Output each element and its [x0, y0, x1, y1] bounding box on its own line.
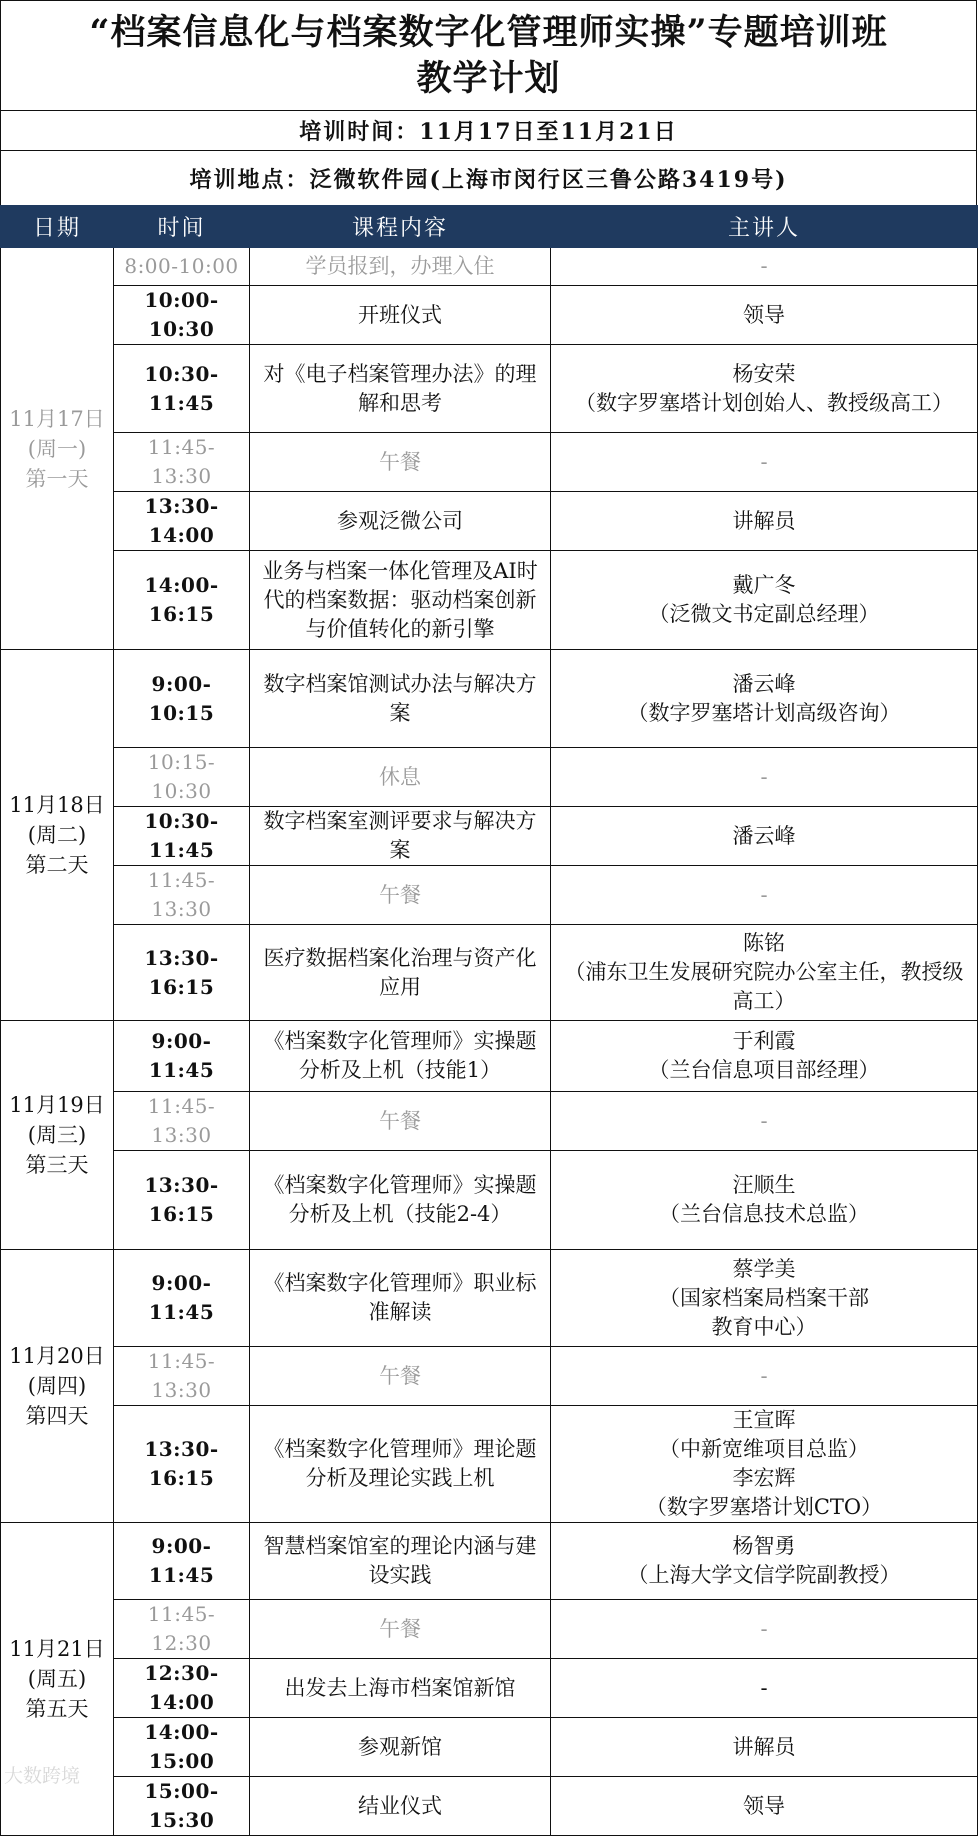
course-cell: 出发去上海市档案馆新馆 [250, 1659, 551, 1718]
speaker-cell [551, 1523, 978, 1600]
course-cell: 休息 [250, 748, 551, 807]
speaker-line: - [760, 882, 768, 907]
speaker-line: 讲解员 [732, 1734, 796, 1759]
speaker-cell [551, 1777, 978, 1836]
table-row [1, 286, 978, 345]
table-row [1, 1151, 978, 1250]
table-row [1, 492, 978, 551]
schedule-table [0, 205, 978, 1836]
watermark: 大数跨境 [4, 1765, 81, 1787]
speaker-line: 潘云峰 [732, 823, 796, 848]
course-cell: 数字档案室测评要求与解决方案 [250, 807, 551, 866]
speaker-cell [551, 650, 978, 748]
day-date: 11月21日 [9, 1637, 105, 1661]
day-label: 第三天 [25, 1153, 89, 1177]
course-cell: 业务与档案一体化管理及AI时代的档案数据：驱动档案创新与价值转化的新引擎 [250, 551, 551, 650]
time-cell: 13:30-16:15 [114, 925, 250, 1021]
speaker-cell [551, 1347, 978, 1406]
speaker-line: 李宏辉 [732, 1466, 796, 1490]
speaker-line: 领导 [743, 302, 785, 327]
speaker-line: （数字罗塞塔计划CTO） [645, 1495, 883, 1519]
day-weekday: (周三) [27, 1123, 87, 1147]
speaker-line: （浦东卫生发展研究院办公室主任，教授级高工） [564, 960, 964, 1013]
title-line-1: “档案信息化与档案数字化管理师实操”专题培训班 [89, 11, 888, 53]
speaker-line: 戴广冬 [732, 573, 796, 597]
time-cell: 9:00-10:15 [114, 650, 250, 748]
speaker-line: - [760, 764, 768, 789]
speaker-cell [551, 866, 978, 925]
speaker-cell [551, 1092, 978, 1151]
table-row [1, 551, 978, 650]
day-cell [1, 1021, 114, 1250]
table-row [1, 248, 978, 286]
table-row [1, 1092, 978, 1151]
course-cell: 结业仪式 [250, 1777, 551, 1836]
speaker-line: 于利霞 [732, 1029, 796, 1053]
speaker-line: - [760, 449, 768, 474]
day-label: 第一天 [25, 466, 89, 491]
speaker-line: 陈铭 [743, 931, 785, 955]
speaker-line: - [760, 1616, 768, 1641]
course-cell: 数字档案馆测试办法与解决方案 [250, 650, 551, 748]
course-cell: 《档案数字化管理师》实操题分析及上机（技能2-4） [250, 1151, 551, 1250]
column-header-date: 日期 [1, 206, 114, 248]
time-cell: 9:00-11:45 [114, 1021, 250, 1092]
course-cell: 午餐 [250, 1092, 551, 1151]
time-cell: 11:45-13:30 [114, 1347, 250, 1406]
time-cell: 14:00-16:15 [114, 551, 250, 650]
speaker-cell [551, 492, 978, 551]
speaker-line: 汪顺生 [732, 1173, 796, 1197]
speaker-cell [551, 433, 978, 492]
speaker-line: 王宣晖 [732, 1408, 796, 1432]
speaker-cell [551, 1151, 978, 1250]
course-cell: 《档案数字化管理师》理论题分析及理论实践上机 [250, 1406, 551, 1523]
table-row [1, 1659, 978, 1718]
table-row [1, 345, 978, 433]
table-row [1, 1600, 978, 1659]
speaker-line: （泛微文书定副总经理） [648, 602, 880, 626]
time-cell: 11:45-13:30 [114, 433, 250, 492]
speaker-line: （数字罗塞塔计划创始人、教授级高工） [575, 390, 953, 415]
time-cell: 9:00-11:45 [114, 1523, 250, 1600]
speaker-line: - [760, 1108, 768, 1133]
training-location: 培训地点：泛微软件园(上海市闵行区三鲁公路3419号) [0, 150, 977, 205]
speaker-cell [551, 1406, 978, 1523]
training-time: 培训时间：11月17日至11月21日 [0, 110, 977, 150]
table-row [1, 1347, 978, 1406]
speaker-line: 教育中心） [711, 1314, 817, 1339]
speaker-line: - [760, 1363, 768, 1388]
table-row [1, 1523, 978, 1600]
day-label: 第五天 [25, 1697, 89, 1721]
time-cell: 11:45-13:30 [114, 866, 250, 925]
title-line-2: 教学计划 [416, 57, 561, 99]
day-cell [1, 1523, 114, 1836]
day-date: 11月17日 [9, 406, 105, 431]
course-cell: 对《电子档案管理办法》的理解和思考 [250, 345, 551, 433]
time-cell: 13:30-16:15 [114, 1151, 250, 1250]
time-cell: 13:30-14:00 [114, 492, 250, 551]
course-cell: 参观新馆 [250, 1718, 551, 1777]
day-date: 11月20日 [9, 1344, 105, 1368]
day-weekday: (周一) [27, 436, 87, 461]
day-label: 第四天 [25, 1404, 89, 1428]
speaker-line: 蔡学美 [732, 1256, 796, 1281]
speaker-cell [551, 1600, 978, 1659]
time-cell: 10:00-10:30 [114, 286, 250, 345]
speaker-line: （兰台信息项目部经理） [648, 1058, 880, 1082]
time-cell: 11:45-12:30 [114, 1600, 250, 1659]
table-row [1, 807, 978, 866]
table-row [1, 748, 978, 807]
column-header-speaker: 主讲人 [551, 206, 978, 248]
course-cell: 医疗数据档案化治理与资产化应用 [250, 925, 551, 1021]
course-cell: 午餐 [250, 866, 551, 925]
time-cell: 10:30-11:45 [114, 345, 250, 433]
course-cell: 午餐 [250, 1600, 551, 1659]
day-cell [1, 248, 114, 650]
table-row [1, 866, 978, 925]
speaker-line: 杨安荣 [732, 361, 796, 386]
course-cell: 《档案数字化管理师》实操题分析及上机（技能1） [250, 1021, 551, 1092]
course-cell: 参观泛微公司 [250, 492, 551, 551]
speaker-cell [551, 1659, 978, 1718]
speaker-line: 潘云峰 [732, 671, 796, 696]
speaker-cell [551, 345, 978, 433]
table-row [1, 1718, 978, 1777]
course-cell: 《档案数字化管理师》职业标准解读 [250, 1250, 551, 1347]
table-row [1, 1021, 978, 1092]
day-weekday: (周二) [27, 823, 87, 847]
table-row [1, 433, 978, 492]
speaker-cell [551, 748, 978, 807]
speaker-line: - [760, 254, 768, 278]
table-row [1, 1406, 978, 1523]
course-cell: 午餐 [250, 433, 551, 492]
speaker-cell [551, 807, 978, 866]
speaker-cell [551, 925, 978, 1021]
speaker-cell [551, 551, 978, 650]
column-header-course: 课程内容 [250, 206, 551, 248]
time-cell: 9:00-11:45 [114, 1250, 250, 1347]
course-cell: 学员报到，办理入住 [250, 248, 551, 286]
day-date: 11月18日 [9, 793, 105, 817]
course-cell: 午餐 [250, 1347, 551, 1406]
speaker-cell [551, 1718, 978, 1777]
time-cell: 15:00-15:30 [114, 1777, 250, 1836]
time-cell: 12:30-14:00 [114, 1659, 250, 1718]
time-cell: 10:15-10:30 [114, 748, 250, 807]
speaker-line: （上海大学文信学院副教授） [627, 1563, 901, 1587]
day-weekday: (周五) [27, 1667, 87, 1691]
day-label: 第二天 [25, 853, 89, 877]
table-row [1, 1250, 978, 1347]
table-row [1, 650, 978, 748]
speaker-line: - [760, 1675, 768, 1700]
time-cell: 11:45-13:30 [114, 1092, 250, 1151]
time-cell: 14:00-15:00 [114, 1718, 250, 1777]
speaker-line: （数字罗塞塔计划高级咨询） [627, 700, 901, 725]
day-weekday: (周四) [27, 1374, 87, 1398]
speaker-line: 杨智勇 [732, 1534, 796, 1558]
speaker-cell [551, 248, 978, 286]
time-cell: 10:30-11:45 [114, 807, 250, 866]
speaker-line: （中新宽维项目总监） [659, 1437, 869, 1461]
speaker-cell [551, 1021, 978, 1092]
table-header-row [1, 206, 978, 248]
course-cell: 智慧档案馆室的理论内涵与建设实践 [250, 1523, 551, 1600]
document-title [0, 0, 977, 110]
day-cell [1, 650, 114, 1021]
time-cell: 8:00-10:00 [114, 248, 250, 286]
column-header-time: 时间 [114, 206, 250, 248]
table-row [1, 1777, 978, 1836]
course-cell: 开班仪式 [250, 286, 551, 345]
speaker-line: 讲解员 [732, 508, 796, 533]
day-date: 11月19日 [9, 1093, 105, 1117]
speaker-cell [551, 286, 978, 345]
speaker-line: （国家档案局档案干部 [659, 1285, 869, 1310]
speaker-line: （兰台信息技术总监） [659, 1202, 869, 1226]
speaker-line: 领导 [743, 1793, 785, 1818]
day-cell [1, 1250, 114, 1523]
schedule-body [1, 248, 978, 1836]
speaker-cell [551, 1250, 978, 1347]
time-cell: 13:30-16:15 [114, 1406, 250, 1523]
table-row [1, 925, 978, 1021]
